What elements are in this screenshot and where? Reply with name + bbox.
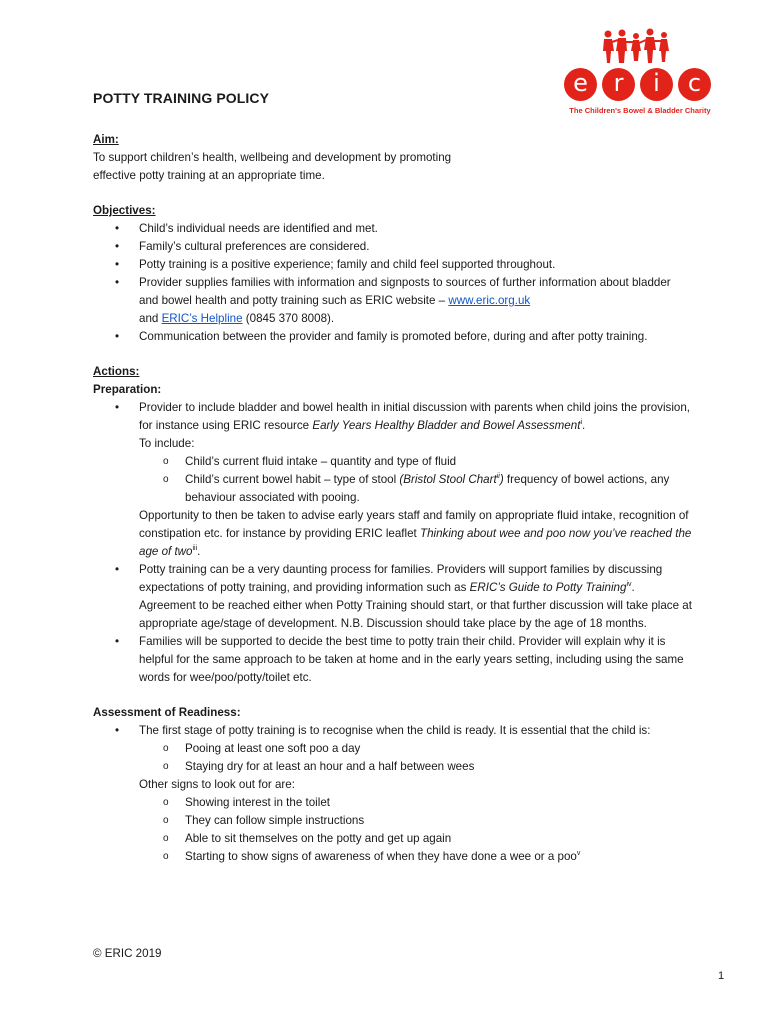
sub-list-item: o Staying dry for at least an hour and a half between wees [139,758,693,776]
list-item: • Communication between the provider and family is promoted before, during and after potty training. [93,328,693,346]
bristol-stool-chart-text: (Bristol Stool Chart [399,473,497,486]
bristol-stool-chart [399,473,503,486]
sub-item-text: frequency of bowel actions, any behaviour associated with pooing. [185,473,670,504]
eric-website-link[interactable]: www.eric.org.uk [448,294,531,307]
list-item: • Potty training is a positive experience; family and child feel supported throughout. [93,256,693,274]
sub-list-item [139,471,693,507]
list-item: • Families will be supported to decide the best time to potty train their child. Provider will explain why it is helpful for the same approach to be taken at home and in the early years setting, including using the same words for wee/poo/potty/toilet etc. [93,633,693,687]
footnote-ref: ii [496,473,500,480]
eric-helpline-link[interactable]: ERIC’s Helpline [161,312,243,325]
page-number: 1 [718,970,725,982]
aim-heading: Aim: [93,133,119,146]
logo-letters [564,68,711,101]
list-item [93,274,693,328]
sub-list-item: o Showing interest in the toilet [139,794,693,812]
logo-letter-r: r [602,68,635,101]
copyright-footer: © ERIC 2019 [93,947,162,960]
resource-title: Early Years Healthy Bladder and Bowel Assessment [312,419,581,432]
preparation-1-text: Provider to include bladder and bowel health in initial discussion with parents when child joins the provision, for instance using ERIC resource [139,401,691,432]
aim-text-line-2: effective potty training at an appropriate time. [93,169,325,182]
period: . [197,545,201,558]
leaflet-title: Thinking about wee and poo now you’ve reached the age of two [139,527,692,558]
preparation-heading: Preparation: [93,383,162,396]
helpline-number: (0845 370 8008). [242,312,335,325]
sub-list-item: o Pooing at least one soft poo a day [139,740,693,758]
footnote-ref: iv [626,581,632,588]
preparation-2-text: Potty training can be a very daunting process for families. Providers will support families by discussing expectations of potty training, and providing information such as [139,563,663,594]
readiness-sublist [139,740,693,776]
list-item [93,722,693,866]
to-include-label: To include: [139,437,195,450]
logo-letter-c: c [678,68,711,101]
aim-text-line-1: To support children’s health, wellbeing and development by promoting [93,151,452,164]
readiness-1-text: The first stage of potty training is to recognise when the child is ready. It is essential that the child is: [139,724,651,737]
logo-tagline: The Children's Bowel & Bladder Charity [569,106,711,115]
sub-list-item: o Child’s current fluid intake – quantity and type of fluid [139,453,693,471]
eric-logo [560,28,720,120]
objectives-list [93,220,693,346]
period: . [582,419,586,432]
objectives-heading: Objectives: [93,204,156,217]
objective-4-and: and [139,312,162,325]
opportunity-text: Opportunity to then be taken to advise early years staff and family on appropriate fluid intake, recognition of constipation etc. for instance by providing ERIC leaflet [139,509,689,540]
guide-title: ERIC’s Guide to Potty Training [469,581,627,594]
other-signs-sublist [139,794,693,866]
list-item [93,399,693,561]
paren-close: ) [499,473,504,486]
footnote-ref: v [576,850,581,857]
preparation-2-text-end: . Agreement to be reached either when Potty Training should start, or that further discussion will take place at appropriate age/stage of development. N.B. Discussion should take place by the age of 18 months. [139,581,692,630]
preparation-list [93,399,693,687]
footnote-ref: i [580,419,582,426]
sub-item-text: Starting to show signs of awareness of when they have done a wee or a poo [185,850,577,863]
children-figures-icon [600,28,674,66]
list-item: • Child’s individual needs are identified and met. [93,220,693,238]
page-title: POTTY TRAINING POLICY [93,90,270,106]
actions-heading: Actions: [93,365,140,378]
logo-letter-e: e [564,68,597,101]
document-body [93,131,693,866]
include-sublist [139,453,693,507]
other-signs-label: Other signs to look out for are: [139,778,295,791]
list-item: • Family’s cultural preferences are considered. [93,238,693,256]
readiness-list [93,722,693,866]
sub-list-item: o They can follow simple instructions [139,812,693,830]
logo-letter-i: i [640,68,673,101]
sub-list-item: o Able to sit themselves on the potty and get up again [139,830,693,848]
sub-list-item [139,848,693,866]
list-item [93,561,693,633]
sub-item-text: Child’s current bowel habit – type of stool [185,473,400,486]
readiness-heading: Assessment of Readiness: [93,706,241,719]
footnote-ref: iii [192,545,198,552]
objective-4-text: Provider supplies families with information and signposts to sources of further information about bladder and bowel health and potty training such as ERIC website – [139,276,671,307]
